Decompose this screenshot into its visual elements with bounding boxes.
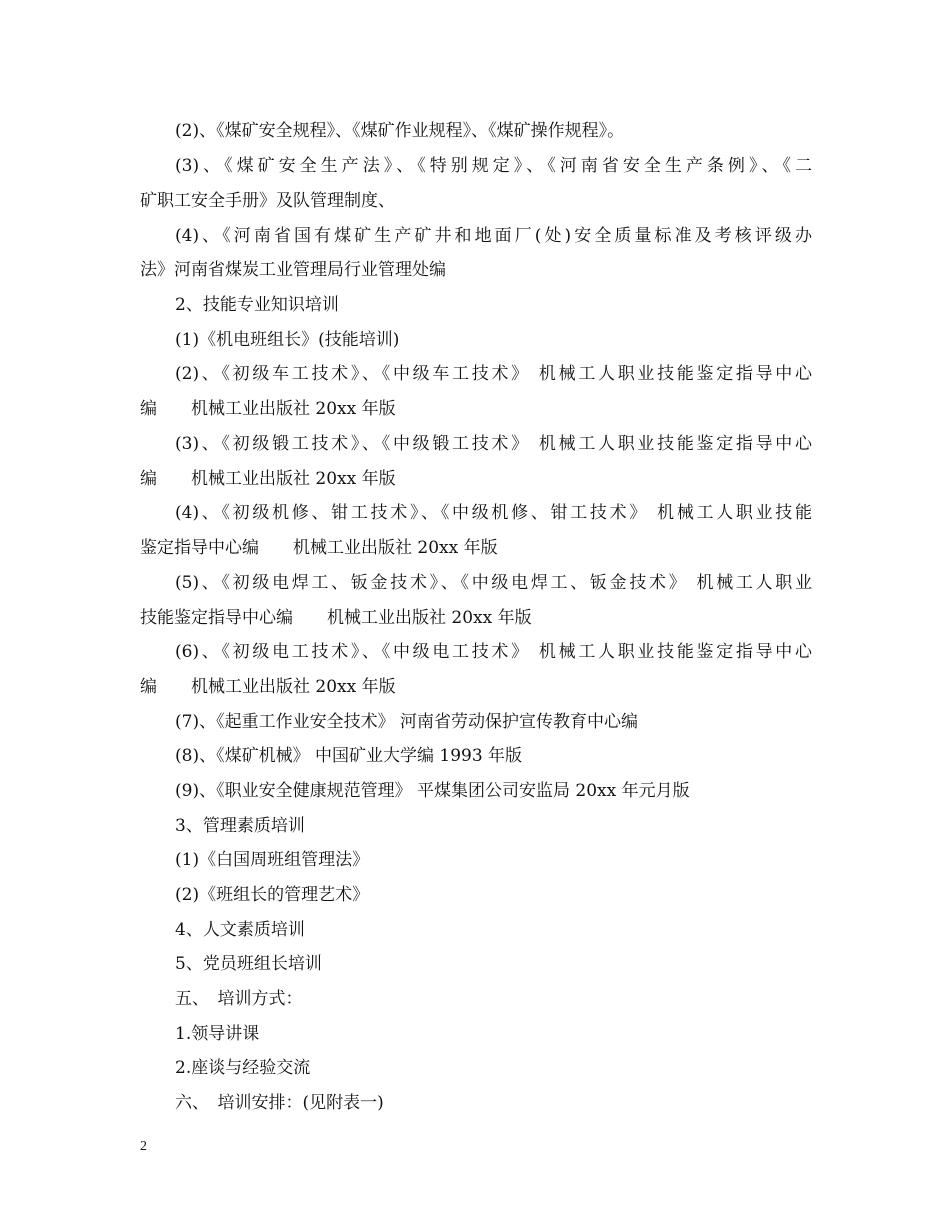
section-heading: 六、 培训安排：(见附表一) — [175, 1093, 384, 1113]
list-item-continuation: 矿职工安全手册》及队管理制度、 — [140, 191, 395, 211]
list-item: (4)、《河南省国有煤矿生产矿井和地面厂(处)安全质量标准及考核评级办 — [175, 226, 812, 246]
section-heading: 2、技能专业知识培训 — [175, 295, 339, 315]
list-item-continuation: 鉴定指导中心编 机械工业出版社 20xx 年版 — [140, 538, 498, 558]
list-item-continuation: 编 机械工业出版社 20xx 年版 — [140, 399, 396, 419]
list-item: (1)《白国周班组管理法》 — [175, 850, 370, 870]
section-heading: 五、 培训方式： — [175, 989, 303, 1009]
list-item: (5)、《初级电焊工、钣金技术》、《中级电焊工、钣金技术》 机械工人职业 — [175, 573, 812, 593]
list-item-continuation: 编 机械工业出版社 20xx 年版 — [140, 469, 396, 489]
section-heading: 3、管理素质培训 — [175, 816, 305, 836]
list-item: (2)《班组长的管理艺术》 — [175, 885, 370, 905]
page-number: 2 — [140, 1139, 147, 1154]
list-item: (3)、《初级锻工技术》、《中级锻工技术》 机械工人职业技能鉴定指导中心 — [175, 434, 812, 454]
list-item-continuation: 编 机械工业出版社 20xx 年版 — [140, 677, 396, 697]
list-item: (4)、《初级机修、钳工技术》、《中级机修、钳工技术》 机械工人职业技能 — [175, 503, 812, 523]
list-item: (7)、《起重工作业安全技术》 河南省劳动保护宣传教育中心编 — [175, 712, 638, 732]
list-item: 2.座谈与经验交流 — [175, 1058, 311, 1078]
list-item: (6)、《初级电工技术》、《中级电工技术》 机械工人职业技能鉴定指导中心 — [175, 642, 812, 662]
list-item: (8)、《煤矿机械》 中国矿业大学编 1993 年版 — [175, 746, 523, 766]
list-item: (9)、《职业安全健康规范管理》 平煤集团公司安监局 20xx 年元月版 — [175, 781, 690, 801]
list-item-continuation: 法》河南省煤炭工业管理局行业管理处编 — [140, 260, 446, 280]
list-item: 1.领导讲课 — [175, 1024, 260, 1044]
section-heading: 4、人文素质培训 — [175, 920, 305, 940]
list-item: (1)《机电班组长》(技能培训) — [175, 330, 400, 350]
list-item: (2)、《煤矿安全规程》、《煤矿作业规程》、《煤矿操作规程》。 — [175, 121, 625, 141]
list-item: (3)、《煤矿安全生产法》、《特别规定》、《河南省安全生产条例》、《二 — [175, 156, 812, 176]
section-heading: 5、党员班组长培训 — [175, 954, 322, 974]
list-item-continuation: 技能鉴定指导中心编 机械工业出版社 20xx 年版 — [140, 608, 532, 628]
list-item: (2)、《初级车工技术》、《中级车工技术》 机械工人职业技能鉴定指导中心 — [175, 364, 812, 384]
